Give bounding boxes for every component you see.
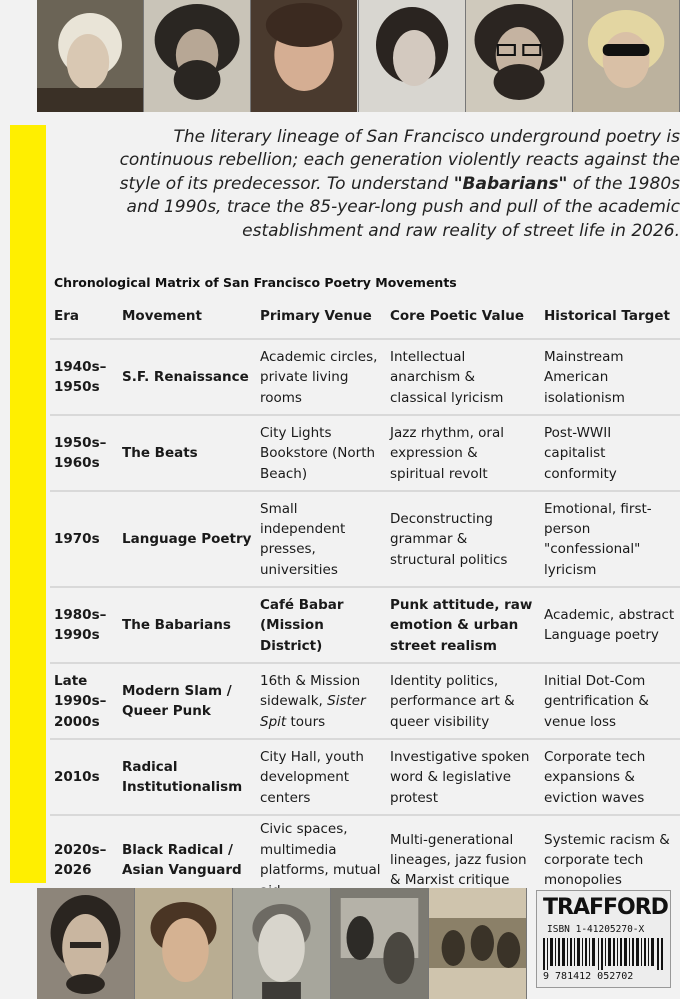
intro-line-3-start: style of its predecessor. To understand xyxy=(119,173,454,194)
intro-paragraph xyxy=(60,126,680,243)
portrait-photo-6 xyxy=(573,0,680,112)
publisher-logo: TRAFFORD xyxy=(543,895,668,920)
target-cell: Post-WWII capitalist conformity xyxy=(540,415,680,491)
sister-spit-title: Sister Spit xyxy=(260,693,366,730)
target-cell: Emotional, first-person "confessional" lyricism xyxy=(540,491,680,587)
era-cell: Late 1990s– 2000s xyxy=(50,663,118,739)
era-cell: 1940s– 1950s xyxy=(50,339,118,415)
value-cell: Jazz rhythm, oral expression & spiritual revolt xyxy=(386,415,540,491)
movement-cell: The Beats xyxy=(118,415,256,491)
venue-cell: City Lights Bookstore (North Beach) xyxy=(256,415,386,491)
portrait-photo-8 xyxy=(135,888,233,999)
era-cell: 2010s xyxy=(50,739,118,815)
table-row xyxy=(50,415,680,491)
top-photo-strip xyxy=(37,0,680,112)
movement-cell: Modern Slam / Queer Punk xyxy=(118,663,256,739)
intro-line-2: continuous rebellion; each generation violently reacts against the xyxy=(119,150,680,171)
barcode-icon xyxy=(543,938,664,970)
target-cell: Mainstream American isolationism xyxy=(540,339,680,415)
intro-line-1: The literary lineage of San Francisco underground poetry is xyxy=(173,127,680,147)
yellow-accent-bar xyxy=(10,125,46,883)
venue-cell: City Hall, youth development centers xyxy=(256,739,386,815)
table-row xyxy=(50,491,680,587)
isbn-number: ISBN 1-41205270-X xyxy=(547,924,645,935)
intro-line-3 xyxy=(60,173,680,196)
poetry-movements-table xyxy=(50,300,680,904)
portrait-photo-1 xyxy=(37,0,144,112)
value-cell: Multi-generational lineages, jazz fusion & Marxist critique xyxy=(386,815,540,904)
movement-cell: S.F. Renaissance xyxy=(118,339,256,415)
table-row xyxy=(50,739,680,815)
venue-cell: Café Babar (Mission District) xyxy=(256,587,386,663)
value-cell: Identity politics, performance art & queer visibility xyxy=(386,663,540,739)
movement-cell: The Babarians xyxy=(118,587,256,663)
value-cell: Intellectual anarchism & classical lyricism xyxy=(386,339,540,415)
header-era: Era xyxy=(54,308,79,324)
barcode-digits: 9 781412 052702 xyxy=(543,971,634,982)
value-cell: Deconstructing grammar & structural politics xyxy=(386,491,540,587)
era-cell: 1970s xyxy=(50,491,118,587)
portrait-photo-9 xyxy=(233,888,331,999)
table-row xyxy=(50,587,680,663)
venue-cell: Civic spaces, multimedia platforms, mutual xyxy=(256,815,386,904)
group-photo-1 xyxy=(331,888,429,999)
target-cell: Systemic racism & corporate tech monopolies xyxy=(540,815,680,904)
value-cell: Investigative spoken word & legislative protest xyxy=(386,739,540,815)
target-cell: Corporate tech expansions & eviction waves xyxy=(540,739,680,815)
venue-text: 16th & Mission sidewalk, xyxy=(260,672,361,710)
value-cell: Punk attitude, raw emotion & urban street realism xyxy=(386,587,540,663)
intro-line-4: and 1990s, trace the 85-year-long push and pull of the academic xyxy=(126,197,680,218)
target-cell: Academic, abstract Language poetry xyxy=(540,587,680,663)
intro-line-5: establishment and raw reality of street life in 2026. xyxy=(242,220,680,241)
bottom-photo-strip xyxy=(37,888,527,999)
venue-cell: Academic circles, private living rooms xyxy=(256,339,386,415)
header-venue: Primary Venue xyxy=(260,308,372,324)
movement-cell: Black Radical / Asian Vanguard xyxy=(118,815,256,904)
table-row xyxy=(50,339,680,415)
venue-cell: Small independent presses, universities xyxy=(256,491,386,587)
era-cell: 1980s– 1990s xyxy=(50,587,118,663)
header-target: Historical Target xyxy=(544,308,670,324)
table-row xyxy=(50,663,680,739)
era-cell: 1950s– 1960s xyxy=(50,415,118,491)
portrait-photo-2 xyxy=(144,0,251,112)
target-cell: Initial Dot-Com gentrification & venue loss xyxy=(540,663,680,739)
matrix-title: Chronological Matrix of San Francisco Poetry Movements xyxy=(54,275,457,290)
portrait-photo-3 xyxy=(251,0,358,112)
table-header-row xyxy=(50,300,680,339)
header-value: Core Poetic Value xyxy=(390,308,525,324)
group-photo-2 xyxy=(429,888,527,999)
isbn-barcode-box xyxy=(536,890,671,988)
movement-cell: Radical Institutionalism xyxy=(118,739,256,815)
venue-text-end: tours xyxy=(286,713,326,730)
venue-cell xyxy=(256,663,386,739)
babarians-emphasis: "Babarians" xyxy=(453,173,568,194)
header-movement: Movement xyxy=(122,308,202,324)
movement-cell: Language Poetry xyxy=(118,491,256,587)
era-cell: 2020s– 2026 xyxy=(50,815,118,904)
portrait-photo-7 xyxy=(37,888,135,999)
intro-line-3-end: of the 1980s xyxy=(567,173,680,194)
portrait-photo-4 xyxy=(359,0,466,112)
portrait-photo-5 xyxy=(466,0,573,112)
